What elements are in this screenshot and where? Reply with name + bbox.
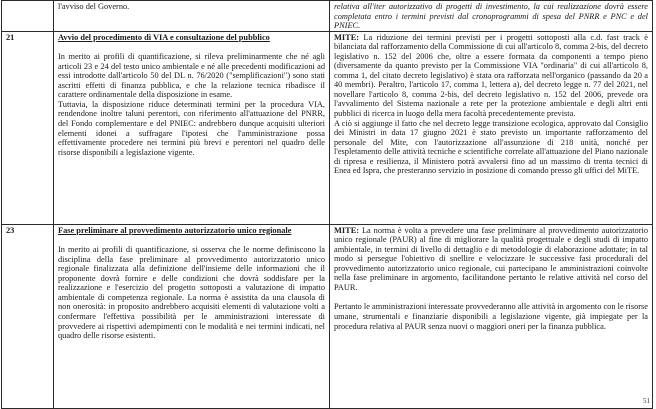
- response-text: La riduzione dei termini previsti per i progetti sottoposti alla c.d. fast track è bilanciata dal rafforzamento della Commissione di cui all'articolo 8, comma 2-bis, del decreto legislativo n. 152 del 2006 che, oltre a essere formata da componenti a tempo pieno (diversamente da quanto previsto per la Commissione VIA "ordinaria" di cui all'articolo 8, comma 1, del citato decreto legislativo) è stata ora rafforzata nell'organico (passando da 20 a 40 membri). Peraltro, l'articolo 17, comma 1, lettera a), del decreto legge n. 77 del 2021, nel novellare l'articolo 8, comma 2-bis, del decreto legislativo n. 152 del 2006, prevede ora l'avvalimento del Sistema nazionale a rete per la protezione ambientale e degli altri enti pubblici di ricerca in luogo della mera facoltà precedentemente prevista.: [334, 32, 648, 119]
- analysis-cell-23: [54, 224, 330, 408]
- response-paragraph: Pertanto le amministrazioni interessate provvederanno alle attività in argomento con le risorse umane, strumentali e finanziarie disponibili a legislazione vigente, già impiegate per la procedura relativa al PAUR senza nuovi o maggiori oneri per la finanza pubblica.: [334, 302, 648, 331]
- analysis-paragraph: Tuttavia, la disposizione riduce determinati termini per la procedura VIA, rendendone inoltre taluni perentori, con riferimento all'attuazione del PNRR, del Fondo complementare e del PNIEC: andrebbero dunque acquisiti ulteriori elementi idonei a suffragare l'ipotesi che l'amministrazione possa effettivamente procedere nei termini più brevi e perentori nel quadro delle risorse disponibili a legislazione vigente.: [58, 99, 325, 157]
- table-row-21: [2, 31, 653, 224]
- response-cell-23: [330, 224, 653, 408]
- continued-left-text: l'avviso del Governo.: [58, 2, 130, 11]
- mite-label: MITE:: [334, 32, 360, 42]
- response-paragraph: A ciò si aggiunge il fatto che nel decreto legge transizione ecologica, approvato dal Consiglio dei Ministri in data 17 giugno 2021 è stato previsto un importante rafforzamento del personale del Mite, con l'autorizzazione all'assunzione di 218 unità, nonché per l'espletamento delle attività tecniche e scientifiche correlate all'attuazione del Piano nazionale di ripresa e resilienza, il Ministero potrà avvalersi fino ad un massimo di trenta tecnici di Enea ed Ispra, che presteranno servizio in posizione di comando presso gli uffici del MiTE.: [334, 118, 648, 176]
- response-paragraph: [334, 226, 648, 293]
- analysis-paragraph: In merito ai profili di quantificazione, si osserva che le norme definiscono la disciplina della fase preliminare al provvedimento autorizzatorio unico regionale finalizzata alla definizione dell'insieme delle informazioni che il proponente dovrà fornire e delle condizioni che dovrà soddisfare per la realizzazione e l'esercizio del progetto sottoposti a valutazione di impatto ambientale di competenza regionale. La norma è assistita da una clausola di non onerosità: in proposito andrebbero acquisiti elementi di valutazione volti a confermare l'effettiva possibilità per le amministrazioni interessate di provvedere ai rispettivi adempimenti con le modalità e nei termini indicati, nel quadro delle risorse esistenti.: [58, 245, 325, 341]
- mite-label: MITE:: [334, 225, 360, 235]
- response-text: La norma è volta a prevedere una fase preliminare al provvedimento autorizzatorio unico regionale (PAUR) al fine di migliorare la qualità progettuale e degli studi di impatto ambientale, in termini di livello di dettaglio e di metodologie di elaborazione adottate; in tal modo si persegue l'obiettivo di snellire e velocizzare le successive fasi procedurali del provvedimento autorizzatorio unico regionale, cui partecipano le amministrazioni coinvolte nella fase preliminare in argomento, facilitandone pertanto le relative attività nel corso del PAUR.: [334, 225, 648, 292]
- analysis-paragraph: In merito ai profili di quantificazione, si rileva preliminarmente che né agli articoli 23 e 24 del testo unico ambientale e né alle precedenti modificazioni ad essi introdotte dall'articolo 50 del DL n. 76/2020 ("semplificazioni") sono stati ascritti effetti di finanza pubblica, e che la relazione tecnica ribadisce il carattere ordinamentale della disposizione in esame.: [58, 52, 325, 100]
- response-cell-21: [330, 31, 653, 224]
- row-number: 21: [2, 31, 54, 224]
- document-table: [1, 0, 653, 409]
- row-number: 23: [2, 224, 54, 408]
- page-number: 51: [643, 397, 650, 405]
- section-title-21: Avvio del procedimento di VIA e consultazione del pubblico: [58, 32, 270, 42]
- continued-right-cell: [330, 1, 653, 32]
- continued-left-cell: [54, 1, 330, 32]
- table-row-23: [2, 224, 653, 408]
- response-paragraph: [334, 33, 648, 119]
- table-row-top: [2, 1, 653, 32]
- section-title-23: Fase preliminare al provvedimento autorizzatorio unico regionale: [58, 225, 292, 235]
- analysis-cell-21: [54, 31, 330, 224]
- number-cell: [2, 1, 54, 32]
- continued-right-text: relativa all'iter autorizzativo di progetti di investimento, la cui realizzazione dovrà essere completata entro i termini previsti dal cronoprogrammi di spesa del PNRR e PNC e del PNIEC.: [334, 2, 648, 31]
